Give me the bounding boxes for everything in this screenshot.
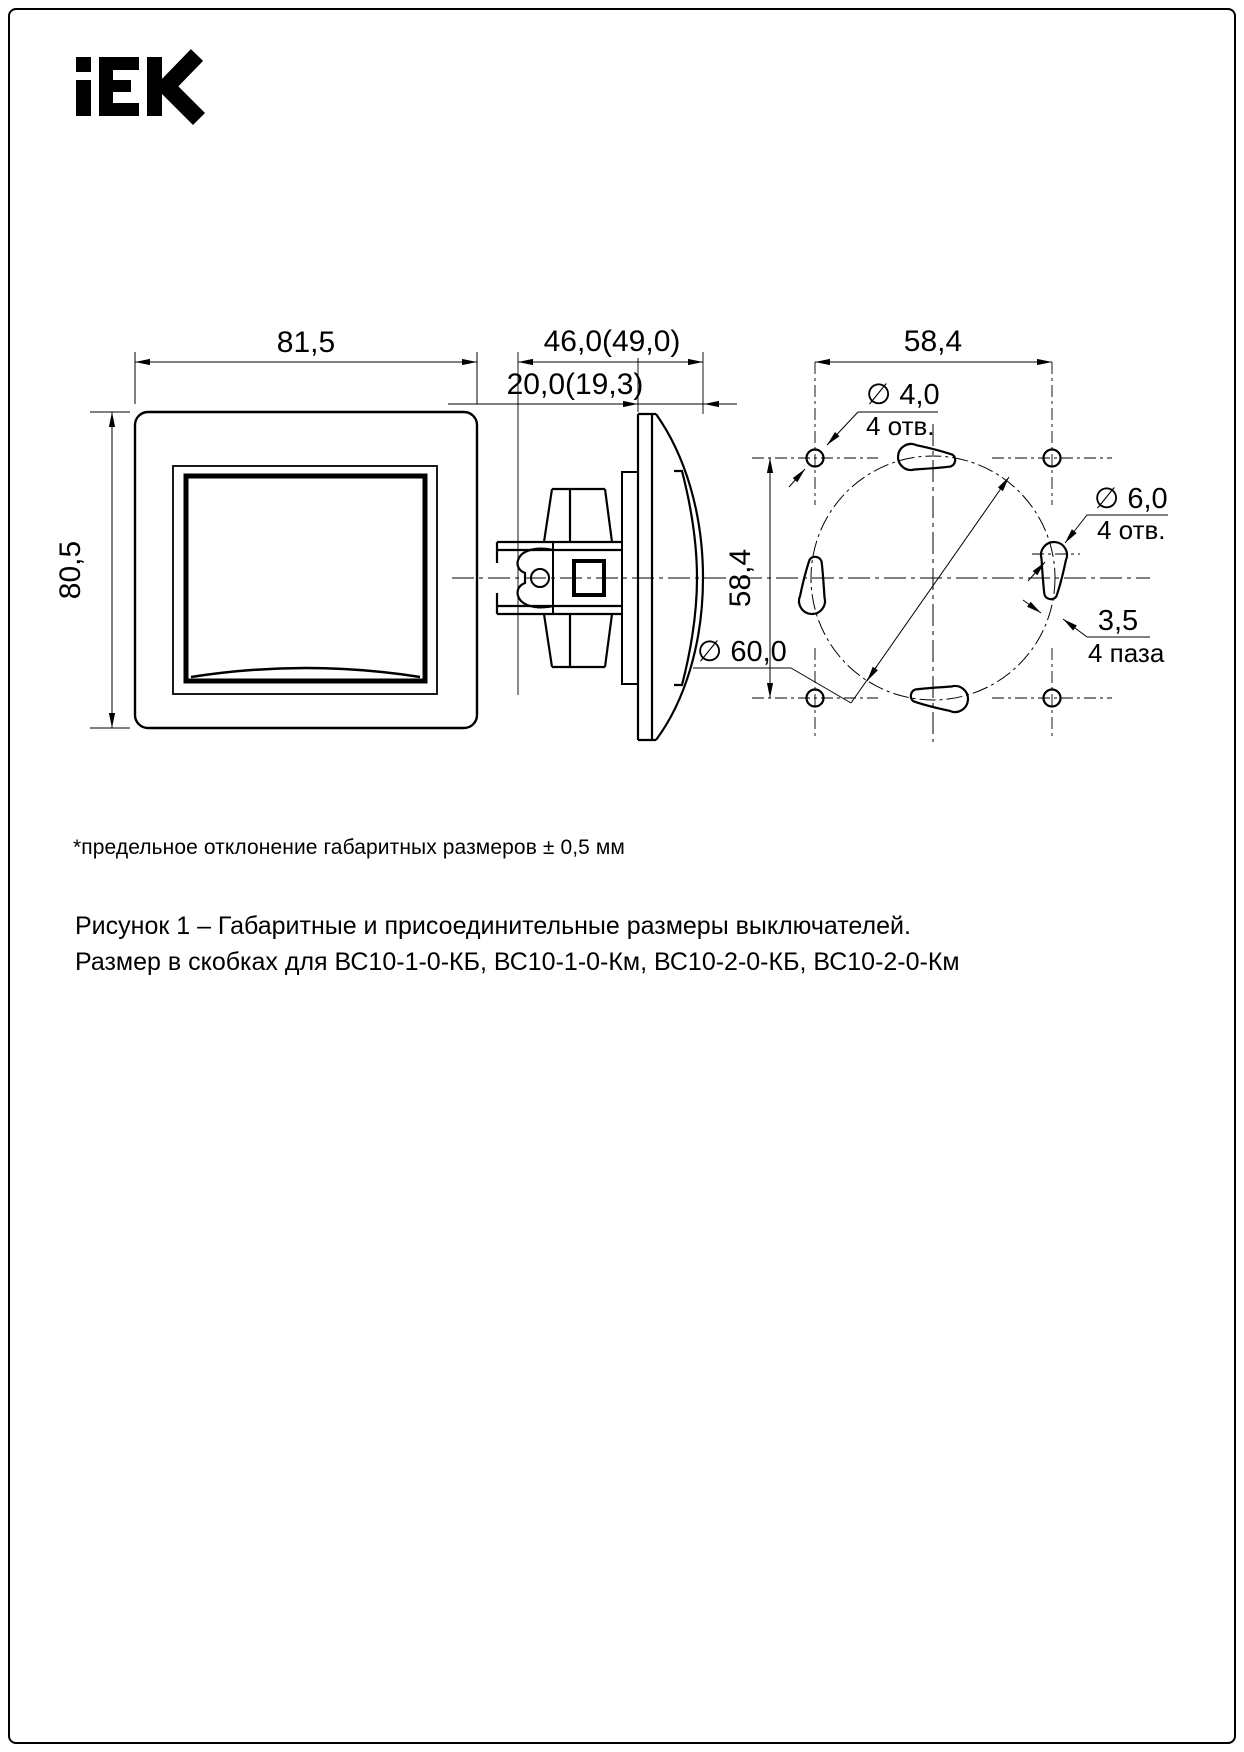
small-hole-count-label: 4 отв. — [866, 411, 935, 441]
keyhole-slot-right — [1038, 541, 1068, 600]
front-height-dimension — [90, 412, 130, 728]
hole-spacing-v-label: 58,4 — [724, 548, 757, 608]
side-lower-body — [544, 614, 612, 667]
figure-caption-line1: Рисунок 1 – Габаритные и присоединительные размеры выключателей. — [75, 912, 911, 940]
hole-spacing-h-label: 58,4 — [903, 325, 963, 358]
slot-count-label: 4 паза — [1088, 638, 1165, 668]
front-inner-frame — [173, 466, 437, 694]
iek-logo-icon — [76, 55, 199, 119]
tolerance-footnote: *предельное отклонение габаритных размеров ± 0,5 мм — [73, 836, 625, 859]
front-height-label: 80,5 — [54, 540, 87, 600]
front-view — [90, 352, 477, 728]
side-upper-body — [544, 489, 612, 542]
side-depth-label: 46,0(49,0) — [543, 325, 681, 358]
large-hole-dia-label: ∅ 6,0 — [1094, 483, 1168, 515]
large-hole-count-label: 4 отв. — [1097, 515, 1166, 545]
figure-caption-line2: Размер в скобках для ВС10-1-0-КБ, ВС10-1-0-Км, ВС10-2-0-КБ, ВС10-2-0-Км — [75, 948, 960, 976]
slot-width-label: 3,5 — [1097, 605, 1139, 637]
side-profile — [497, 414, 703, 740]
side-protrusion-label: 20,0(19,3) — [506, 368, 644, 401]
front-rocker — [186, 476, 425, 681]
keyhole-slot-bottom — [910, 683, 969, 713]
keyhole-slot-left — [798, 556, 828, 615]
front-rocker-curve — [191, 668, 420, 677]
front-width-dimension — [135, 352, 477, 404]
mounting-circle-dia-label: ∅ 60,0 — [697, 636, 787, 668]
keyhole-slot-top — [897, 443, 956, 473]
small-hole-dia-label: ∅ 4,0 — [866, 379, 940, 411]
side-view — [448, 352, 737, 740]
front-width-label: 81,5 — [276, 326, 336, 359]
figure-caption — [75, 908, 960, 980]
